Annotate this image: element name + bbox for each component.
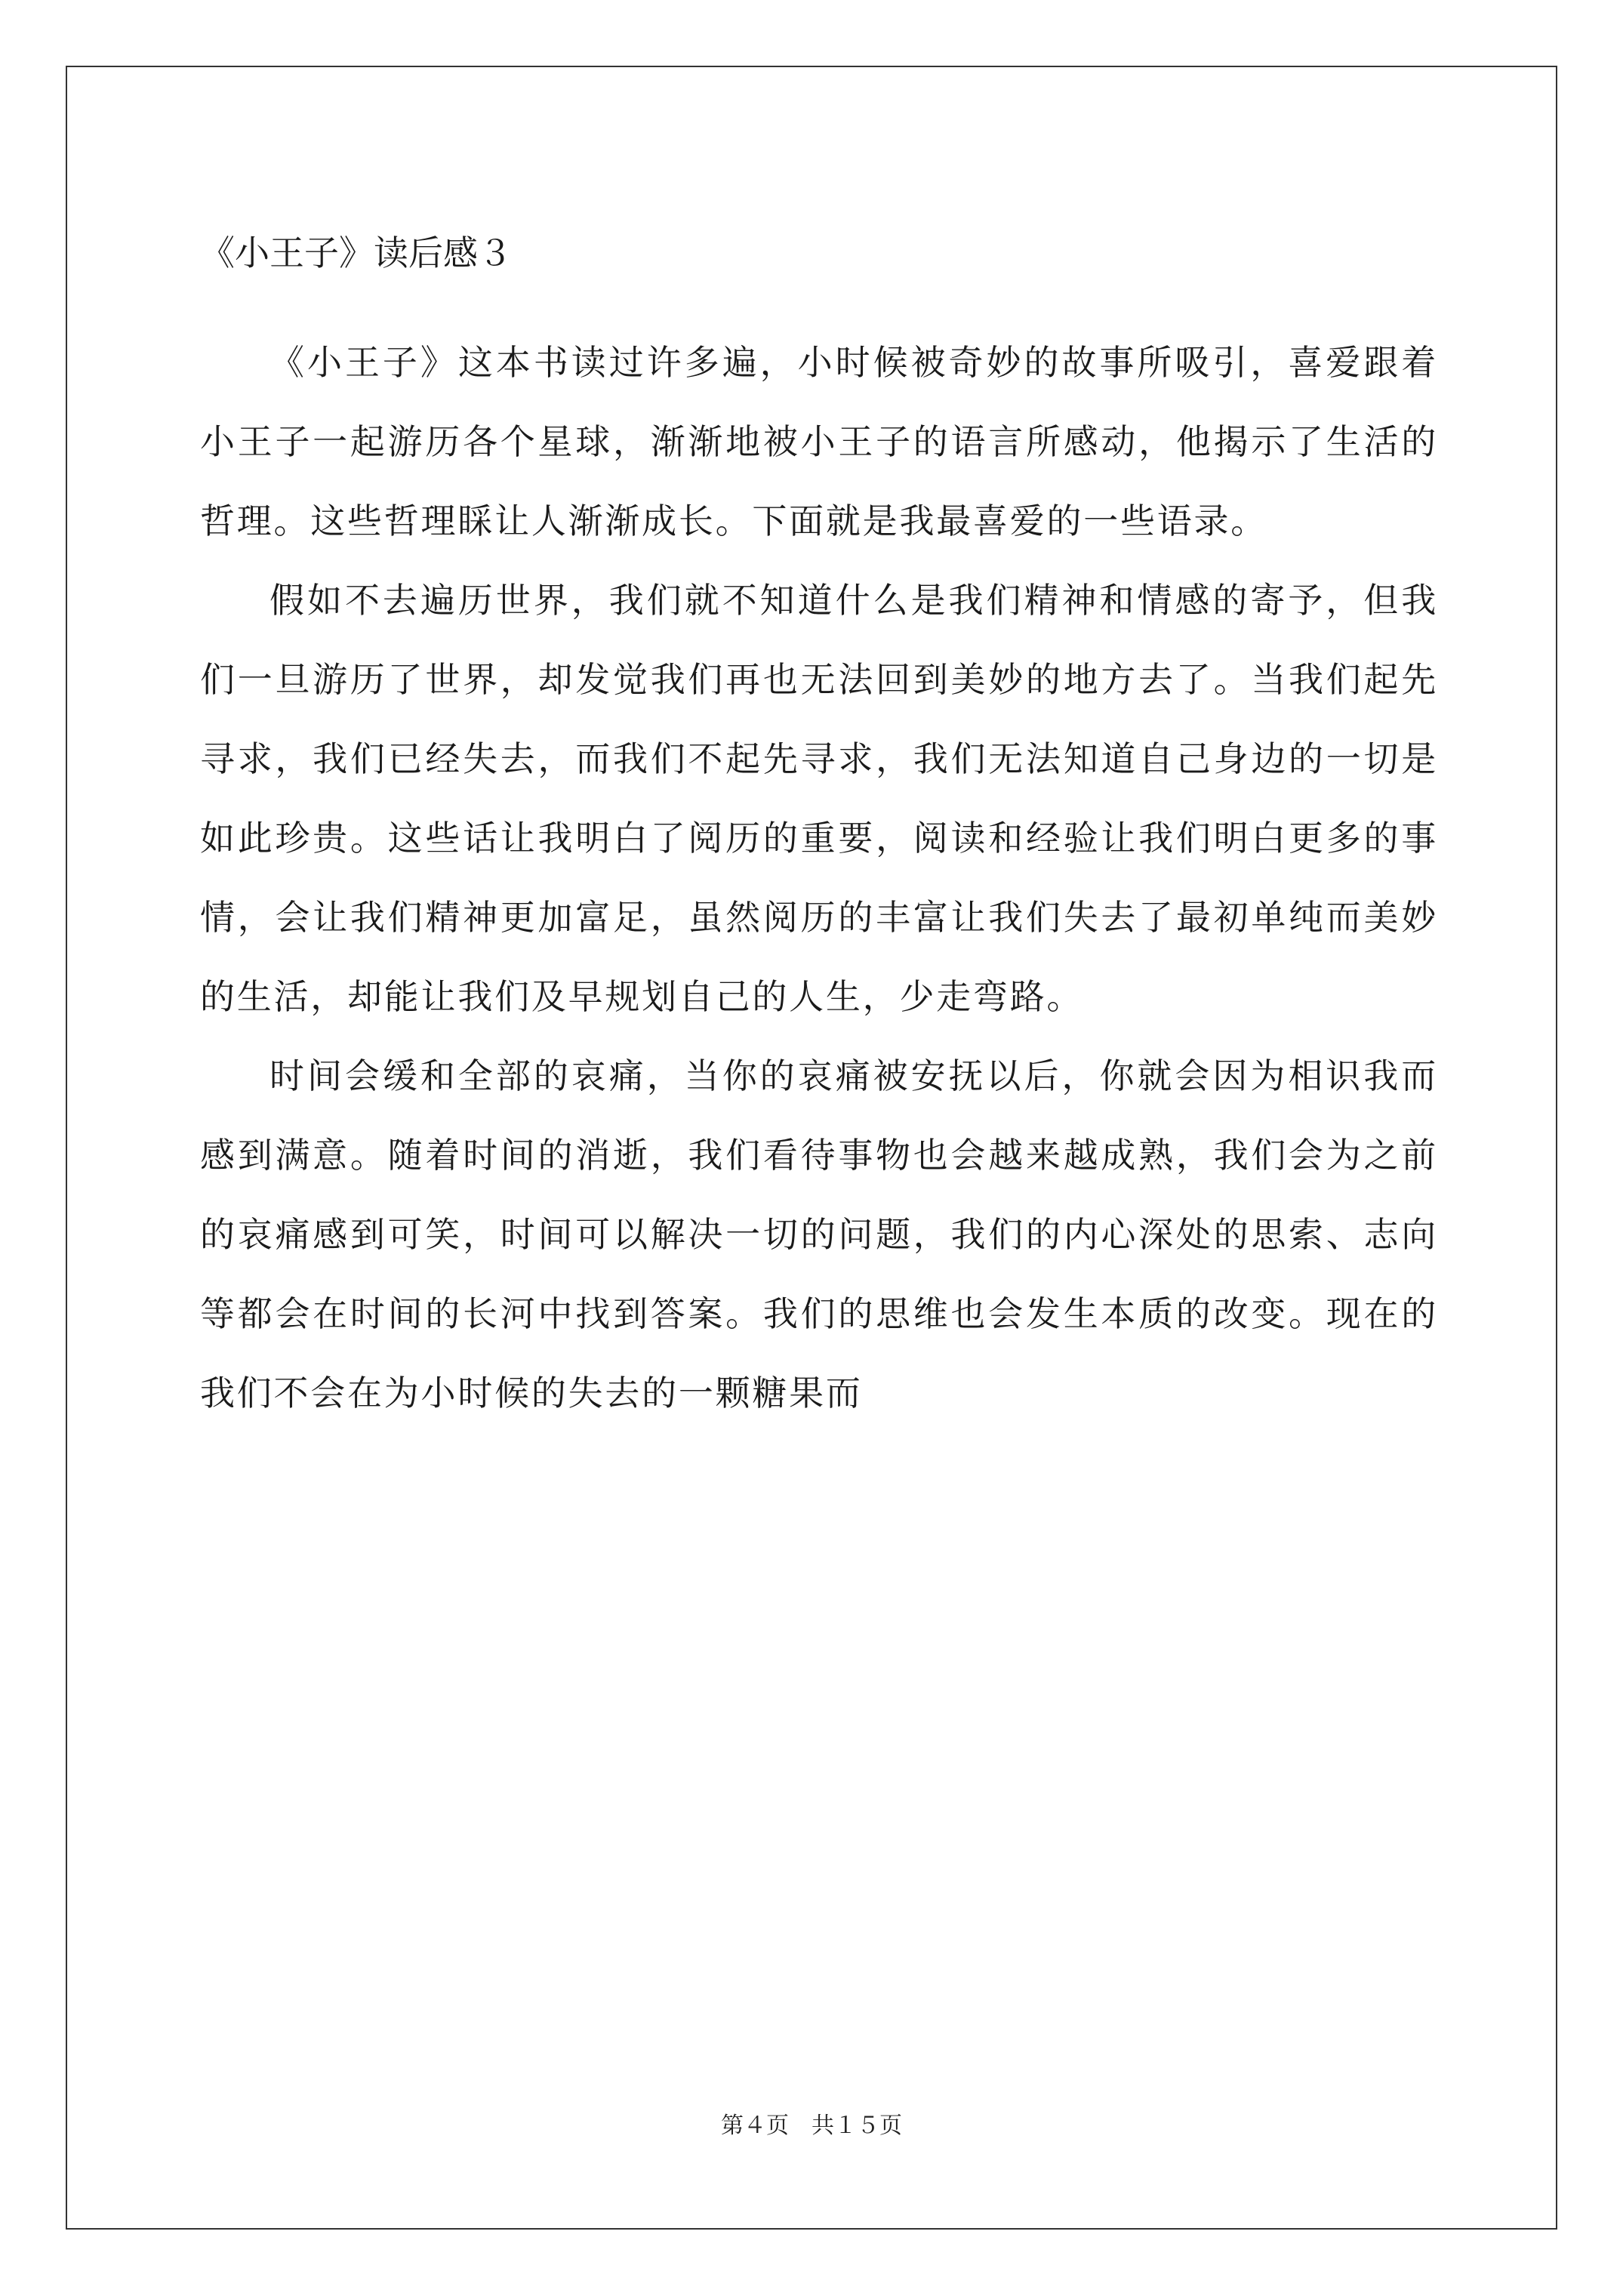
paragraph-3: 时间会缓和全部的哀痛，当你的哀痛被安抚以后，你就会因为相识我而感到满意。随着时间的消逝，我们看待事物也会越来越成熟，我们会为之前的哀痛感到可笑，时间可以解决一切的问题，我们的内心深处的思索、志向等都会在时间的长河中找到答案。我们的思维也会发生本质的改变。现在的我们不会在为小时候的失去的一颗糖果而: [200, 1056, 1438, 1413]
document-body: [200, 219, 1438, 1433]
page-number-footer: 第４页 共１５页: [721, 2113, 902, 2139]
paragraph-1: 《小王子》这本书读过许多遍，小时候被奇妙的故事所吸引，喜爱跟着小王子一起游历各个星球，渐渐地被小王子的语言所感动，他揭示了生活的哲理。这些哲理睬让人渐渐成长。下面就是我最喜爱的一些语录。: [200, 342, 1438, 541]
document-title: 《小王子》读后感３: [200, 233, 513, 273]
paragraph-2: 假如不去遍历世界，我们就不知道什么是我们精神和情感的寄予，但我们一旦游历了世界，却发觉我们再也无法回到美妙的地方去了。当我们起先寻求，我们已经失去，而我们不起先寻求，我们无法知道自己身边的一切是如此珍贵。这些话让我明白了阅历的重要，阅读和经验让我们明白更多的事情，会让我们精神更加富足，虽然阅历的丰富让我们失去了最初单纯而美妙的生活，却能让我们及早规划自己的人生，少走弯路。: [200, 580, 1438, 1017]
